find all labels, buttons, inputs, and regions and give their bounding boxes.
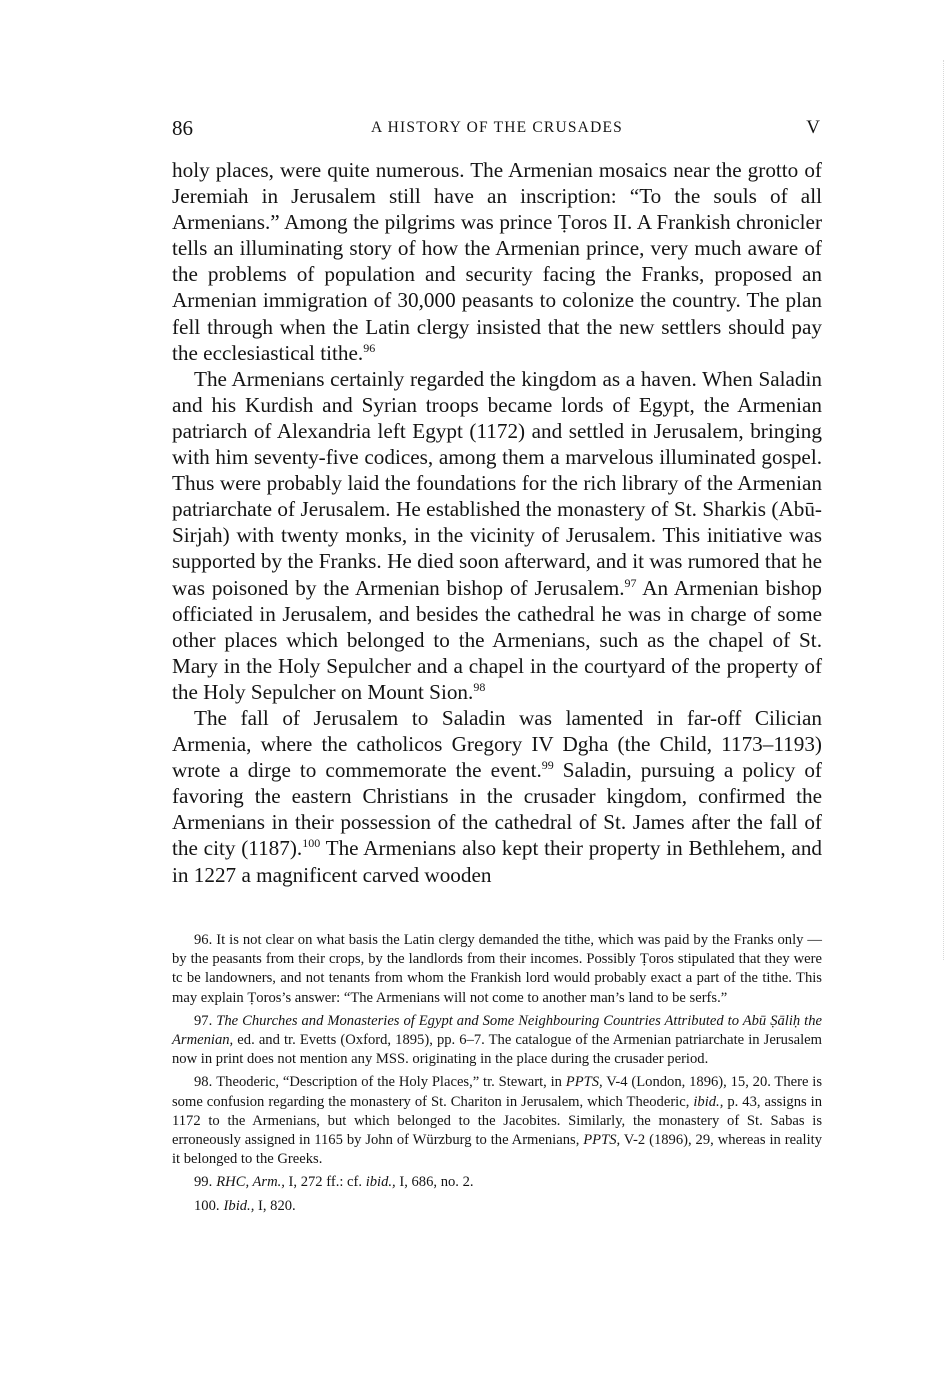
page-number: 86	[172, 116, 193, 140]
footnote-citation: ibid.,	[365, 1174, 396, 1191]
main-text	[172, 157, 822, 888]
footnote	[172, 1173, 822, 1192]
footnote-reference[interactable]: 99	[541, 758, 554, 773]
paragraph-text: Saladin, pursuing a policy of favoring the eastern Christians in the crusader kingdom, confirmed the Armenians in their possession of the cathedral of St. James after the fall of the city (1187).	[172, 758, 822, 861]
footnote	[172, 1073, 822, 1169]
footnote-number: 97.	[194, 1012, 213, 1029]
chapter-number: V	[806, 117, 820, 138]
footnote-citation: PPTS,	[565, 1074, 603, 1091]
footnote-citation: RHC, Arm.,	[216, 1174, 285, 1191]
footnote	[172, 1012, 822, 1070]
page-header	[172, 114, 822, 142]
paragraph	[172, 705, 822, 888]
footnote	[172, 1197, 822, 1216]
footnote-text: I, 272 ff.: cf.	[284, 1174, 366, 1191]
paragraph-text: The fall of Jerusalem to Saladin was lamented in far-off Cilician Armenia, where the catholicos Gregory IV Dgha (the Child, 1173–1193) wrote a dirge to commemorate the event.	[172, 705, 822, 783]
paragraph-text: The Armenians also kept their property in Bethlehem, and in 1227 a magnificent carved wooden	[172, 836, 823, 887]
footnote-reference[interactable]: 98	[473, 679, 486, 694]
page-edge-margin	[935, 60, 944, 960]
footnote-number: 96.	[194, 932, 213, 948]
paragraph	[172, 157, 822, 366]
footnote-text: I, 686, no. 2.	[395, 1174, 474, 1191]
footnote-citation: Ibid.,	[223, 1197, 255, 1214]
footnote-text: It is not clear on what basis the Latin clergy demanded the tithe, which was paid by the Franks only — by the peasants from their crops, by the landlords from their incomes. Possibly Ṭoros stipulated that they were tc be landowners, and not tenants from whom the Frankish lord would probably exact a part of the tithe. This may explain Ṭoros’s answer: “The Armenians will not come to another man’s land to be serfs.”	[172, 932, 822, 1006]
paragraph-text: The Armenians certainly regarded the kingdom as a haven. When Saladin and his Kurdish and Syrian troops became lords of Egypt, the Armenian patriarch of Alexandria left Egypt (1172) and settled in Jerusalem, bringing with him seventy-five codices, among them a marvelous illuminated gospel. Thus were probably laid the foundations for the rich library of the Armenian patriarchate of Jerusalem. He established the monastery of St. Sharkis (Abū-Sirjah) with twenty monks, in the vicinity of Jerusalem. This initiative was supported by the Franks. He died soon afterward, and it was rumored that he was poisoned by the Armenian bishop of Jerusalem.	[172, 366, 822, 600]
footnote-text: I, 820.	[254, 1197, 296, 1214]
footnote-number: 100.	[194, 1197, 220, 1214]
paragraph-text: holy places, were quite numerous. The Armenian mosaics near the grotto of Jeremiah in Jerusalem still have an inscription: “To the souls of all Armenians.” Among the pilgrims was prince Ṭoros II. A Frankish chronicler tells an illuminating story of how the Armenian prince, very much aware of the problems of population and security facing the Franks, proposed an Armenian immigration of 30,000 peasants to colonize the country. The plan fell through when the Latin clergy insisted that the new settlers should pay the ecclesiastical tithe.	[172, 158, 822, 365]
footnote-text: V-2 (1896), 29, whereas in reality it belonged to the Greeks.	[172, 1132, 822, 1168]
footnote-text: p. 43, assigns in 1172 to the Armenians, but which belonged to the Jacobites. Similarly, the monastery of St. Sabas is erroneously assigned in 1165 by John of Würzburg to the Armenians,	[172, 1093, 823, 1149]
footnote-number: 98.	[194, 1074, 213, 1091]
footnote-citation: PPTS,	[583, 1132, 621, 1149]
running-head: A HISTORY OF THE CRUSADES	[371, 119, 623, 136]
footnote-text: V-4 (London, 1896), 15, 20. There is some confusion regarding the monastery of St. Chariton in Jerusalem, which Theoderic,	[172, 1074, 823, 1110]
footnote-text: ed. and tr. Evetts (Oxford, 1895), pp. 6–7. The catalogue of the Armenian patriarchate in Jerusalem now in print does not mention any MSS. originating in the place during the crusader period.	[172, 1032, 822, 1068]
footnote-title: The Churches and Monasteries of Egypt and Some Neighbouring Countries Attributed to Abū Ṣāliḥ the Armenian,	[172, 1012, 822, 1049]
footnote-citation: ibid.,	[693, 1093, 724, 1110]
footnote-reference[interactable]: 97	[624, 575, 637, 590]
footnote-number: 99.	[194, 1174, 213, 1191]
footnote	[172, 931, 822, 1008]
paragraph	[172, 366, 822, 705]
paragraph-text: An Armenian bishop officiated in Jerusalem, and besides the cathedral he was in charge of some other places which belonged to the Armenians, such as the chapel of St. Mary in the Holy Sepulcher and a chapel in the courtyard of the property of the Holy Sepulcher on Mount Sion.	[172, 575, 823, 704]
footnote-text: Theoderic, “Description of the Holy Places,” tr. Stewart, in	[216, 1074, 566, 1091]
footnote-reference[interactable]: 100	[302, 836, 321, 851]
footnotes	[172, 931, 822, 1220]
footnote-reference[interactable]: 96	[363, 340, 376, 355]
